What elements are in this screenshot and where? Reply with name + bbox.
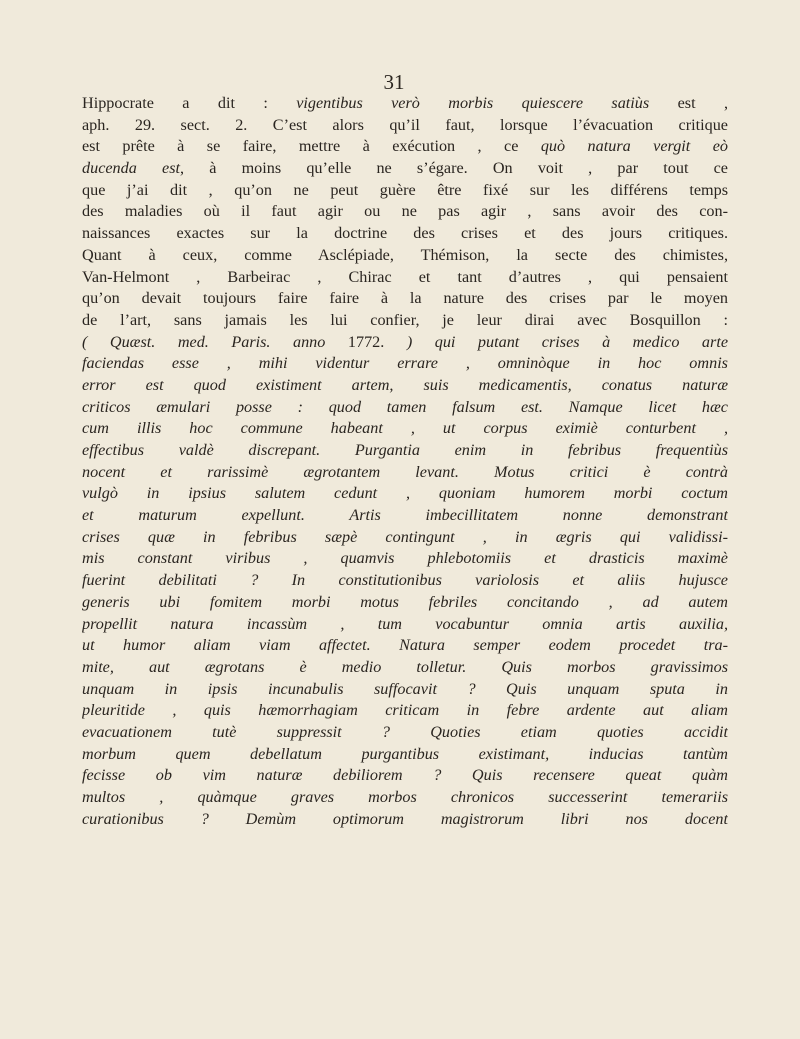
text-segment: aph. 29. sect. 2. C’est alors qu’il faut, lorsque l’évacuation critique: [82, 115, 728, 134]
italic-text-segment: ) qui putant crises à medico arte: [384, 332, 728, 351]
text-line: [82, 462, 728, 484]
text-line: [82, 679, 728, 701]
italic-text-segment: mis constant viribus , quamvis phlebotomiis et drasticis maximè: [82, 549, 728, 568]
italic-text-segment: propellit natura incassùm , tum vocabuntur omnia artis auxilia,: [82, 614, 728, 633]
text-segment: 1772.: [347, 332, 385, 351]
italic-text-segment: multos , quàmque graves morbos chronicos successerint temerariis: [82, 788, 728, 806]
text-segment: Quant à ceux, comme Asclépiade, Thémison, la secte des chimistes,: [82, 245, 728, 264]
italic-text-segment: nocent et rarissimè ægrotantem levant. Motus critici è contrà: [82, 462, 728, 481]
text-line: [82, 527, 728, 549]
text-line: [82, 570, 728, 592]
page-number: 31: [383, 70, 405, 94]
italic-text-segment: unquam in ipsis incunabulis suffocavit ? Quis unquam sputa in: [82, 679, 728, 698]
text-segment: que j’ai dit , qu’on ne peut guère être fixé sur les différens temps: [82, 180, 728, 199]
text-line: [82, 288, 728, 310]
text-line: [82, 548, 728, 570]
text-line: [82, 657, 728, 679]
text-segment: est prête à se faire, mettre à exécution , ce: [82, 137, 541, 156]
italic-text-segment: fuerint debilitati ? In constitutionibus variolosis et aliis hujusce: [82, 571, 728, 590]
italic-text-segment: crises quæ in febribus sæpè contingunt , in ægris qui validissi-: [82, 527, 728, 546]
italic-text-segment: ut humor aliam viam affectet. Natura semper eodem procedet tra-: [82, 636, 728, 655]
italic-text-segment: evacuationem tutè suppressit ? Quoties etiam quoties accidit: [82, 722, 728, 741]
text-segment: qu’on devait toujours faire faire à la nature des crises par le moyen: [82, 289, 728, 308]
italic-text-segment: criticos æmulari posse : quod tamen falsum est. Namque licet hæc: [82, 397, 728, 416]
text-segment: des maladies où il faut agir ou ne pas agir , sans avoir des con-: [82, 202, 728, 221]
italic-text-segment: cum illis hoc commune habeant , ut corpus eximiè conturbent ,: [82, 419, 728, 438]
italic-text-segment: fecisse ob vim naturæ debiliorem ? Quis recensere queat quàm: [82, 766, 728, 785]
text-line: [82, 787, 728, 809]
italic-text-segment: ducenda est: [82, 159, 180, 178]
body-text: [82, 93, 728, 830]
text-line: [82, 809, 728, 831]
text-line: [82, 223, 728, 245]
text-line: [82, 201, 728, 223]
text-line: [82, 136, 728, 158]
italic-text-segment: vigentibus verò morbis quiescere satiùs: [296, 94, 650, 112]
italic-text-segment: curationibus ? Demùm optimorum magistrorum libri nos docent: [82, 809, 728, 828]
text-segment: , à moins qu’elle ne s’égare. On voit , par tout ce: [180, 159, 728, 178]
text-line: [82, 592, 728, 614]
italic-text-segment: mite, aut ægrotans è medio tolletur. Quis morbos gravissimos: [82, 657, 728, 676]
text-line: [82, 483, 728, 505]
italic-text-segment: error est quod existiment artem, suis medicamentis, conatus naturæ: [82, 375, 728, 394]
text-line: [82, 418, 728, 440]
text-line: [82, 180, 728, 202]
text-line: [82, 700, 728, 722]
italic-text-segment: vulgò in ipsius salutem cedunt , quoniam humorem morbi coctum: [82, 484, 728, 503]
text-line: [82, 635, 728, 657]
italic-text-segment: ( Quæst. med. Paris. anno: [82, 332, 348, 351]
text-line: [82, 158, 728, 180]
text-line: [82, 505, 728, 527]
italic-text-segment: pleuritide , quis hæmorrhagiam criticam in febre ardente aut aliam: [82, 701, 728, 720]
text-line: [82, 353, 728, 375]
italic-text-segment: quò natura vergit eò: [540, 137, 728, 156]
text-line: [82, 267, 728, 289]
text-line: [82, 765, 728, 787]
text-segment: Van-Helmont , Barbeirac , Chirac et tant d’autres , qui pensaient: [82, 267, 728, 286]
italic-text-segment: generis ubi fomitem morbi motus febriles concitando , ad autem: [82, 592, 728, 611]
italic-text-segment: et maturum expellunt. Artis imbecillitatem nonne demonstrant: [82, 506, 728, 525]
text-segment: naissances exactes sur la doctrine des crises et des jours critiques.: [82, 224, 728, 243]
text-line: [82, 245, 728, 267]
italic-text-segment: effectibus valdè discrepant. Purgantia enim in febribus frequentiùs: [82, 441, 728, 459]
text-line: [82, 115, 728, 137]
text-line: [82, 614, 728, 636]
italic-text-segment: morbum quem debellatum purgantibus existimant, inducias tantùm: [82, 744, 728, 763]
text-segment: est ,: [649, 94, 728, 112]
text-line: [82, 744, 728, 766]
text-segment: de l’art, sans jamais les lui confier, je leur dirai avec Bosquillon :: [82, 310, 728, 329]
text-line: [82, 440, 728, 462]
text-line: [82, 722, 728, 744]
text-line: [82, 310, 728, 332]
text-segment: Hippocrate a dit :: [82, 94, 297, 112]
text-line: [82, 93, 728, 115]
italic-text-segment: faciendas esse , mihi videntur errare , omninòque in hoc omnis: [82, 354, 728, 373]
text-line: [82, 332, 728, 354]
text-line: [82, 397, 728, 419]
text-line: [82, 375, 728, 397]
